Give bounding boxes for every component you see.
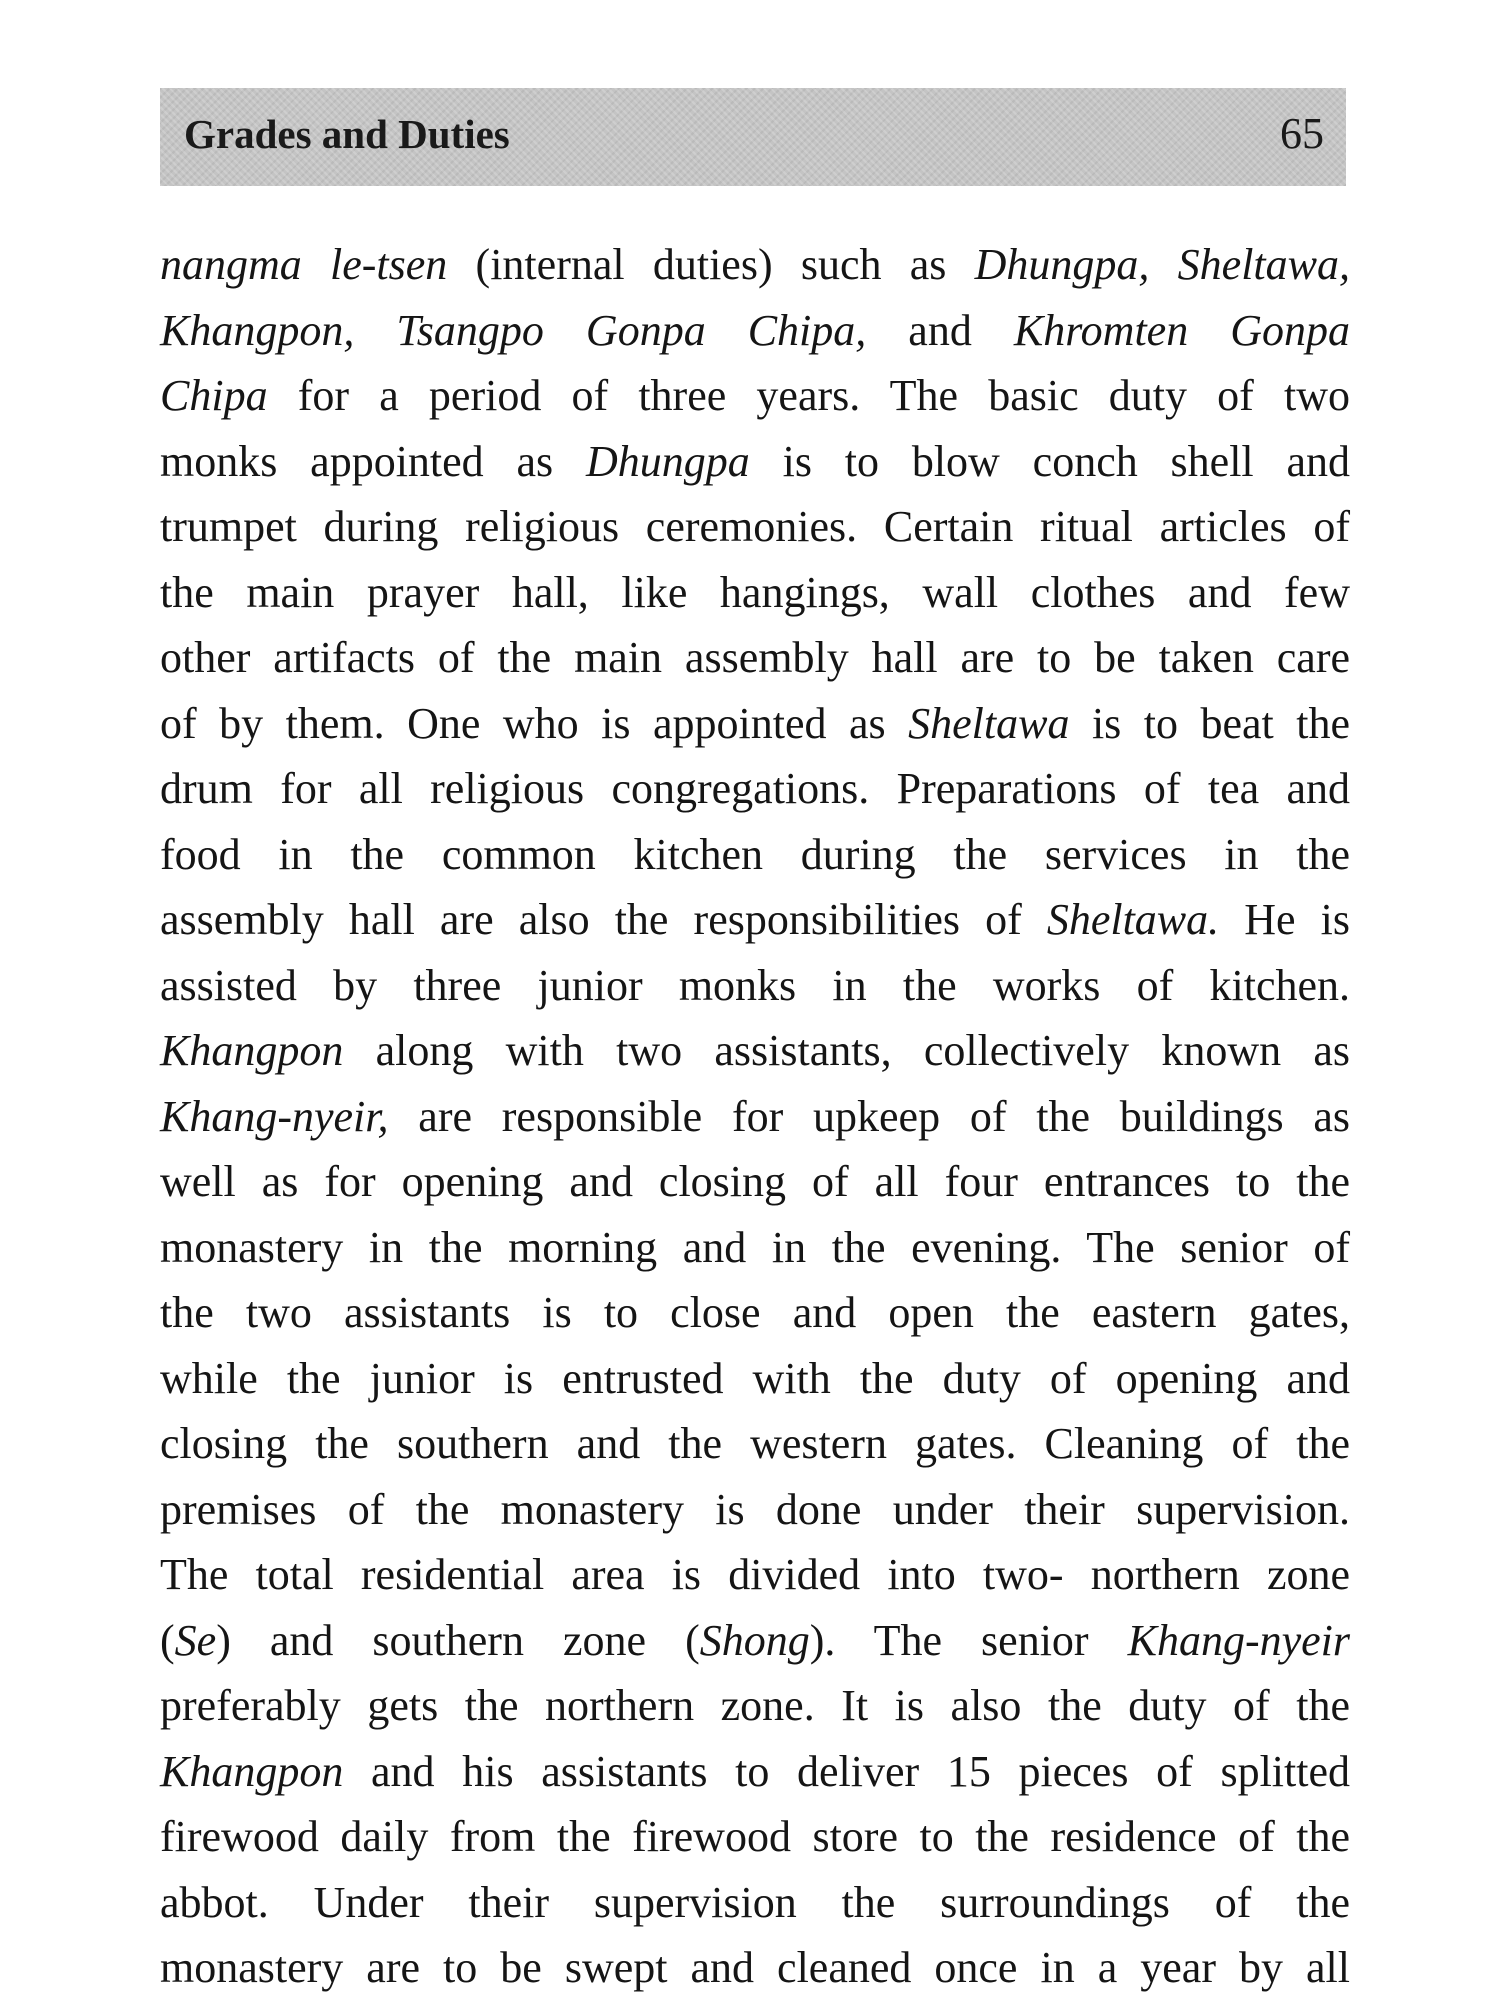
text-run: He is [1219, 895, 1350, 944]
text-line [160, 1739, 1350, 1805]
text-run: ). The senior [809, 1615, 1128, 1665]
text-run: abbot. Under their supervision the surroundings of the [160, 1877, 1350, 1927]
text-line [160, 1411, 1350, 1477]
text-line [160, 560, 1350, 626]
text-line [160, 691, 1350, 757]
italic-term: Sheltawa. [1046, 895, 1220, 944]
text-line [160, 494, 1350, 560]
italic-term: Shong [699, 1615, 810, 1665]
text-line [160, 756, 1350, 822]
text-line [160, 232, 1350, 298]
text-line [160, 1280, 1350, 1346]
text-run: the main prayer hall, like hangings, wall clothes and few [160, 567, 1350, 617]
text-line [160, 298, 1350, 364]
body-text [160, 232, 1350, 2001]
text-run: preferably gets the northern zone. It is also the duty of the [160, 1681, 1350, 1730]
text-run: premises of the monastery is done under their supervision. [160, 1484, 1350, 1534]
text-run: (internal duties) such as [447, 240, 975, 289]
text-run: monks appointed as [160, 436, 586, 486]
text-run: trumpet during religious ceremonies. Certain ritual articles of [160, 502, 1350, 551]
text-run: monastery in the morning and in the evening. The senior of [160, 1222, 1350, 1272]
text-line [160, 1018, 1350, 1084]
text-run: are responsible for upkeep of the buildings as [388, 1091, 1350, 1141]
italic-term: Sheltawa [908, 698, 1070, 748]
text-run: of by them. One who is appointed as [160, 698, 909, 748]
text-run: closing the southern and the western gates. Cleaning of the [160, 1419, 1350, 1468]
text-run: the two assistants is to close and open the eastern gates, [160, 1288, 1350, 1337]
italic-term: Khangpon, Tsangpo Gonpa Chipa, [160, 305, 867, 355]
text-run: is to beat the [1069, 698, 1351, 748]
text-line [160, 822, 1350, 888]
text-line [160, 1870, 1350, 1936]
text-run: while the junior is entrusted with the duty of opening and [160, 1353, 1350, 1403]
text-line [160, 1542, 1350, 1608]
text-run: assembly hall are also the responsibilities of [160, 895, 1047, 944]
text-run: along with two assistants, collectively known as [343, 1026, 1350, 1075]
text-run: drum for all religious congregations. Preparations of tea and [160, 764, 1350, 813]
text-line [160, 625, 1350, 691]
text-run: and his assistants to deliver 15 pieces of splitted [343, 1746, 1350, 1796]
text-line [160, 1477, 1350, 1543]
italic-term: Dhungpa [586, 436, 750, 486]
italic-term: Khangpon [160, 1746, 344, 1796]
text-run: well as for opening and closing of all four entrances to the [160, 1157, 1350, 1206]
italic-term: Chipa [160, 371, 268, 420]
text-line [160, 887, 1350, 953]
italic-term: Khangpon [160, 1026, 344, 1075]
text-line [160, 1346, 1350, 1412]
text-run: food in the common kitchen during the services in the [160, 829, 1350, 879]
text-run: monastery are to be swept and cleaned once in a year by all [160, 1943, 1350, 1992]
text-run: assisted by three junior monks in the works of kitchen. [160, 960, 1350, 1010]
page-number: 65 [1280, 109, 1324, 158]
italic-term: Se [174, 1615, 217, 1665]
text-line [160, 1804, 1350, 1870]
text-line [160, 1149, 1350, 1215]
italic-term: Dhungpa, Sheltawa, [974, 240, 1350, 289]
text-line [160, 429, 1350, 495]
text-line [160, 953, 1350, 1019]
text-line [160, 1608, 1350, 1674]
text-run: other artifacts of the main assembly hall are to be taken care [160, 633, 1350, 682]
text-line [160, 1215, 1350, 1281]
text-run: firewood daily from the firewood store to the residence of the [160, 1812, 1350, 1861]
text-line [160, 1084, 1350, 1150]
italic-term: Khang-nyeir [1127, 1615, 1350, 1665]
text-run: ( [160, 1615, 175, 1665]
italic-term: Khromten Gonpa [1013, 305, 1350, 355]
text-run: is to blow conch shell and [749, 436, 1351, 486]
text-line [160, 1673, 1350, 1739]
text-run: and [866, 305, 1014, 355]
text-line [160, 1935, 1350, 2001]
text-line [160, 363, 1350, 429]
text-run: for a period of three years. The basic duty of two [267, 371, 1350, 420]
text-run: ) and southern zone ( [216, 1615, 700, 1665]
italic-term: Khang-nyeir, [160, 1091, 389, 1141]
running-header [160, 88, 1346, 186]
chapter-title: Grades and Duties [184, 111, 510, 157]
text-run: The total residential area is divided into two- northern zone [160, 1550, 1350, 1599]
italic-term: nangma le-tsen [160, 240, 448, 289]
